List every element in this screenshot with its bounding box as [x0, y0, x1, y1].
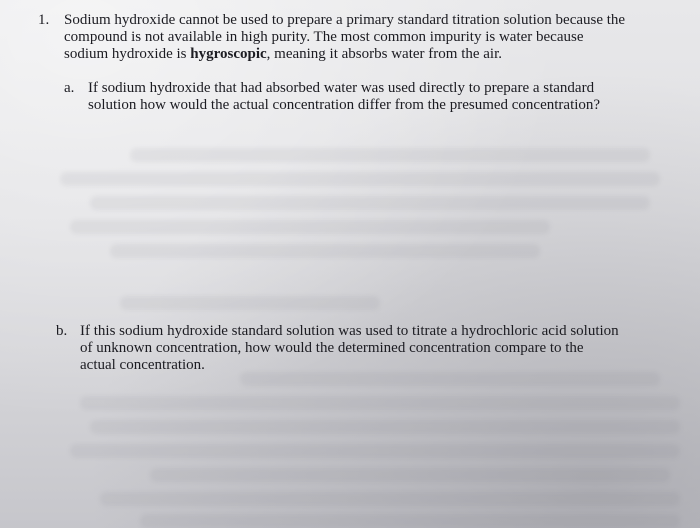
intro-line-3-end: , meaning it absorbs water from the air.: [266, 46, 503, 62]
intro-line-3-start: sodium hydroxide is: [64, 46, 191, 62]
hygroscopic-term: hygroscopic: [190, 46, 267, 62]
part-b-line-1: If this sodium hydroxide standard solution was used to titrate a hydrochloric acid solution: [80, 323, 619, 339]
part-a-line-1: If sodium hydroxide that had absorbed water was used directly to prepare a standard: [88, 80, 595, 96]
part-b-line-3: actual concentration.: [80, 357, 205, 373]
part-b-letter: b.: [56, 323, 68, 339]
question-number: 1.: [38, 12, 50, 28]
part-a-text: [88, 80, 600, 114]
part-a-line-2: solution how would the actual concentration differ from the presumed concentration?: [88, 97, 601, 113]
intro-line-2: compound is not available in high purity. The most common impurity is water because: [64, 29, 584, 45]
part-b-line-2: of unknown concentration, how would the determined concentration compare to the: [80, 340, 584, 356]
question-intro: [64, 12, 660, 63]
intro-line-1: Sodium hydroxide cannot be used to prepare a primary standard titration solution because the: [64, 12, 626, 28]
intro-line-3: [64, 46, 660, 63]
part-b-text: [80, 323, 619, 374]
part-a-letter: a.: [64, 80, 75, 96]
